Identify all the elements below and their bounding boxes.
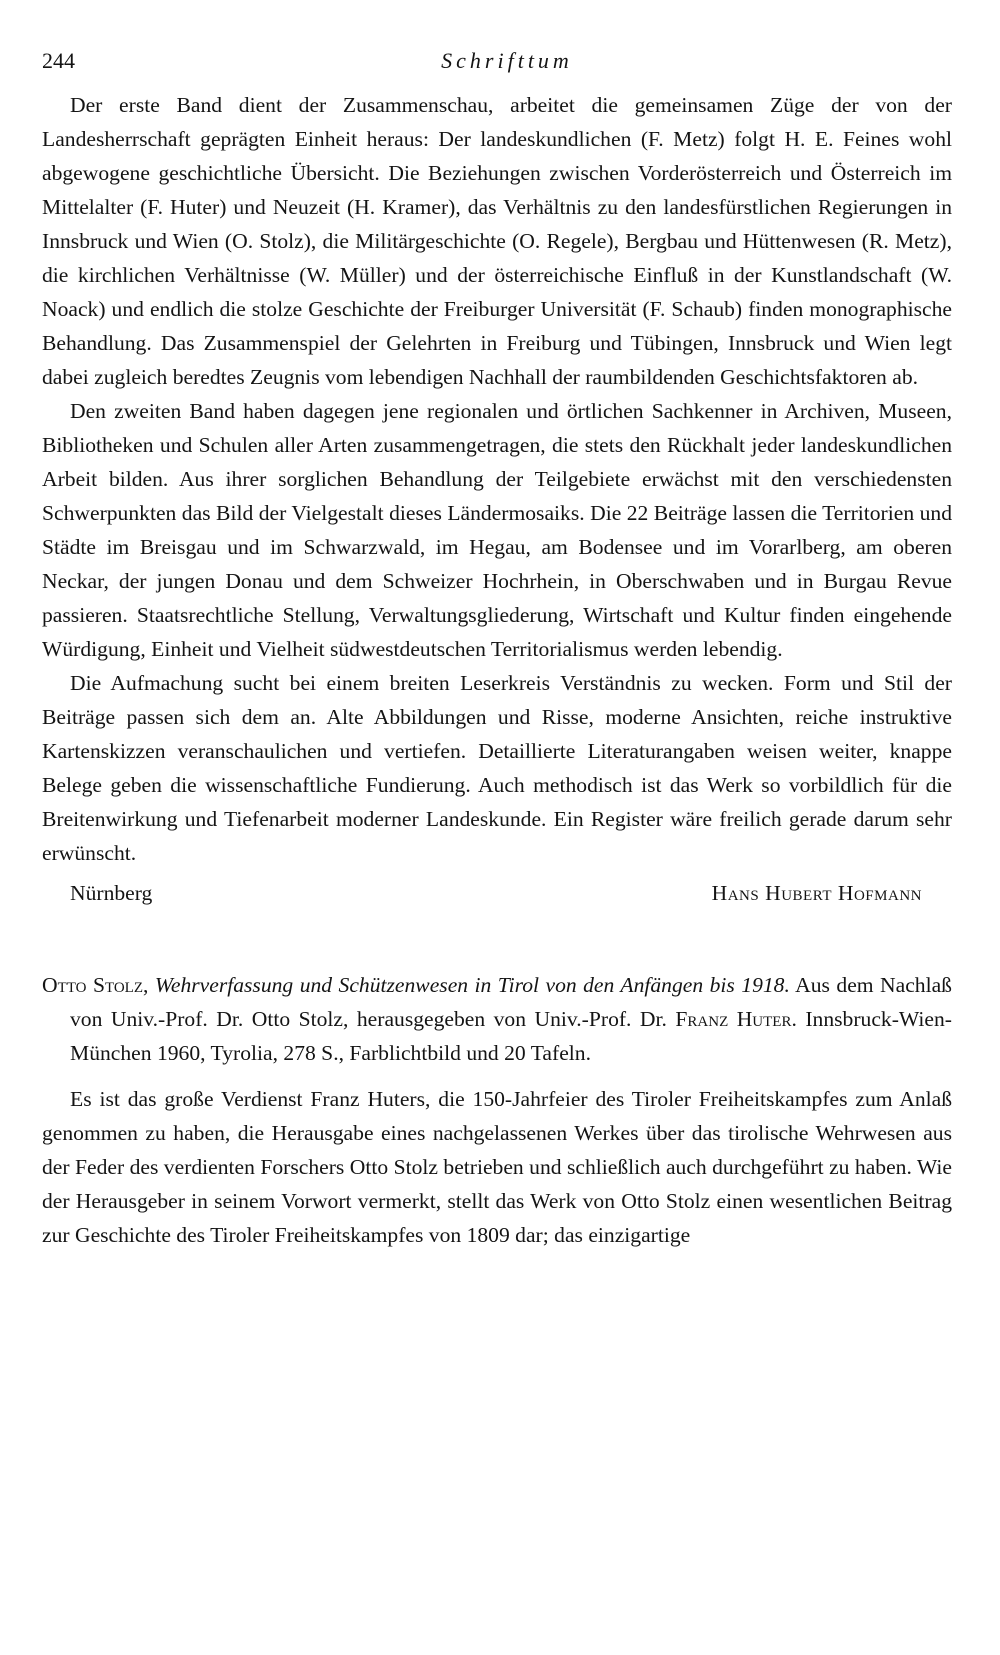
book-citation — [42, 968, 952, 1070]
review-signature — [42, 876, 952, 910]
signature-place: Nürnberg — [70, 881, 153, 905]
page-header — [42, 48, 952, 88]
citation-editor: Franz Huter. — [675, 1007, 797, 1031]
running-title: Schrifttum — [441, 48, 573, 73]
citation-title: Wehrverfassung und Schützenwesen in Tirol von den Anfängen bis 1918. — [154, 973, 790, 997]
review-paragraph: Es ist das große Verdienst Franz Huters, die 150-Jahrfeier des Tiroler Freiheitskampfes zum Anlaß genommen zu haben, die Herausgabe eines nachgelassenen Werkes über das tirolische Wehrwesen aus der Feder des verdienten Forschers Otto Stolz betrieben und schließlich auch durchgeführt zu haben. Wie der Herausgeber in seinem Vorwort vermerkt, stellt das Werk von Otto Stolz einen wesentlichen Beitrag zur Geschichte des Tiroler Freiheitskampfes von 1809 dar; das einzigartige — [42, 1087, 952, 1247]
citation-publication: Innsbruck-Wien-München 1960, Tyrolia, 278 S., Farblichtbild und 20 Tafeln. — [70, 1007, 952, 1065]
page-number: 244 — [42, 48, 75, 73]
signature-author: Hans Hubert Hofmann — [711, 881, 922, 905]
body-paragraph-3: Die Aufmachung sucht bei einem breiten Leserkreis Verständnis zu wecken. Form und Stil der Beiträge passen sich dem an. Alte Abbildungen und Risse, moderne Ansichten, reiche instruktive Kartenskizzen veranschaulichen und vertiefen. Detaillierte Literaturangaben weisen weiter, knappe Belege geben die wissenschaftliche Fundierung. Auch methodisch ist das Werk so vorbildlich für die Breitenwirkung und Tiefenarbeit moderner Landeskunde. Ein Register wäre freilich gerade darum sehr erwünscht. — [42, 671, 952, 865]
section-divider-space — [42, 910, 952, 968]
citation-details: Aus dem Nachlaß von Univ.-Prof. Dr. Otto Stolz, herausgegeben von Univ.-Prof. Dr. — [70, 973, 952, 1031]
body-paragraph-1: Der erste Band dient der Zusammenschau, arbeitet die gemeinsamen Züge der von der Landesherrschaft geprägten Einheit heraus: Der landeskundlichen (F. Metz) folgt H. E. Feines wohl abgewogene geschichtliche Übersicht. Die Beziehungen zwischen Vorderösterreich und Österreich im Mittelalter (F. Huter) und Neuzeit (H. Kramer), das Verhältnis zu den landesfürstlichen Regierungen in Innsbruck und Wien (O. Stolz), die Militärgeschichte (O. Regele), Bergbau und Hüttenwesen (R. Metz), die kirchlichen Verhältnisse (W. Müller) und der österreichische Einfluß in der Kunstlandschaft (W. Noack) und endlich die stolze Geschichte der Freiburger Universität (F. Schaub) finden monographische Behandlung. Das Zusammenspiel der Gelehrten in Freiburg und Tübingen, Innsbruck und Wien legt dabei zugleich beredtes Zeugnis vom lebendigen Nachhall der raumbildenden Geschichtsfaktoren ab. — [42, 93, 952, 389]
body-paragraph-2: Den zweiten Band haben dagegen jene regionalen und örtlichen Sachkenner in Archiven, Museen, Bibliotheken und Schulen aller Arten zusammengetragen, die stets den Rückhalt jeder landeskundlichen Arbeit bilden. Aus ihrer sorglichen Behandlung der Teilgebiete erwächst mit den verschiedensten Schwerpunkten das Bild der Vielgestalt dieses Ländermosaiks. Die 22 Beiträge lassen die Territorien und Städte im Breisgau und im Schwarzwald, im Hegau, am Bodensee und im Vorarlberg, am oberen Neckar, der jungen Donau und dem Schweizer Hochrhein, in Oberschwaben und in Burgau Revue passieren. Staatsrechtliche Stellung, Verwaltungsgliederung, Wirtschaft und Kultur finden eingehende Würdigung, Einheit und Vielheit südwestdeutschen Territorialismus werden lebendig. — [42, 399, 952, 661]
document-page — [42, 48, 952, 1648]
citation-spacing — [42, 1070, 952, 1082]
citation-author: Otto Stolz, — [42, 973, 149, 997]
